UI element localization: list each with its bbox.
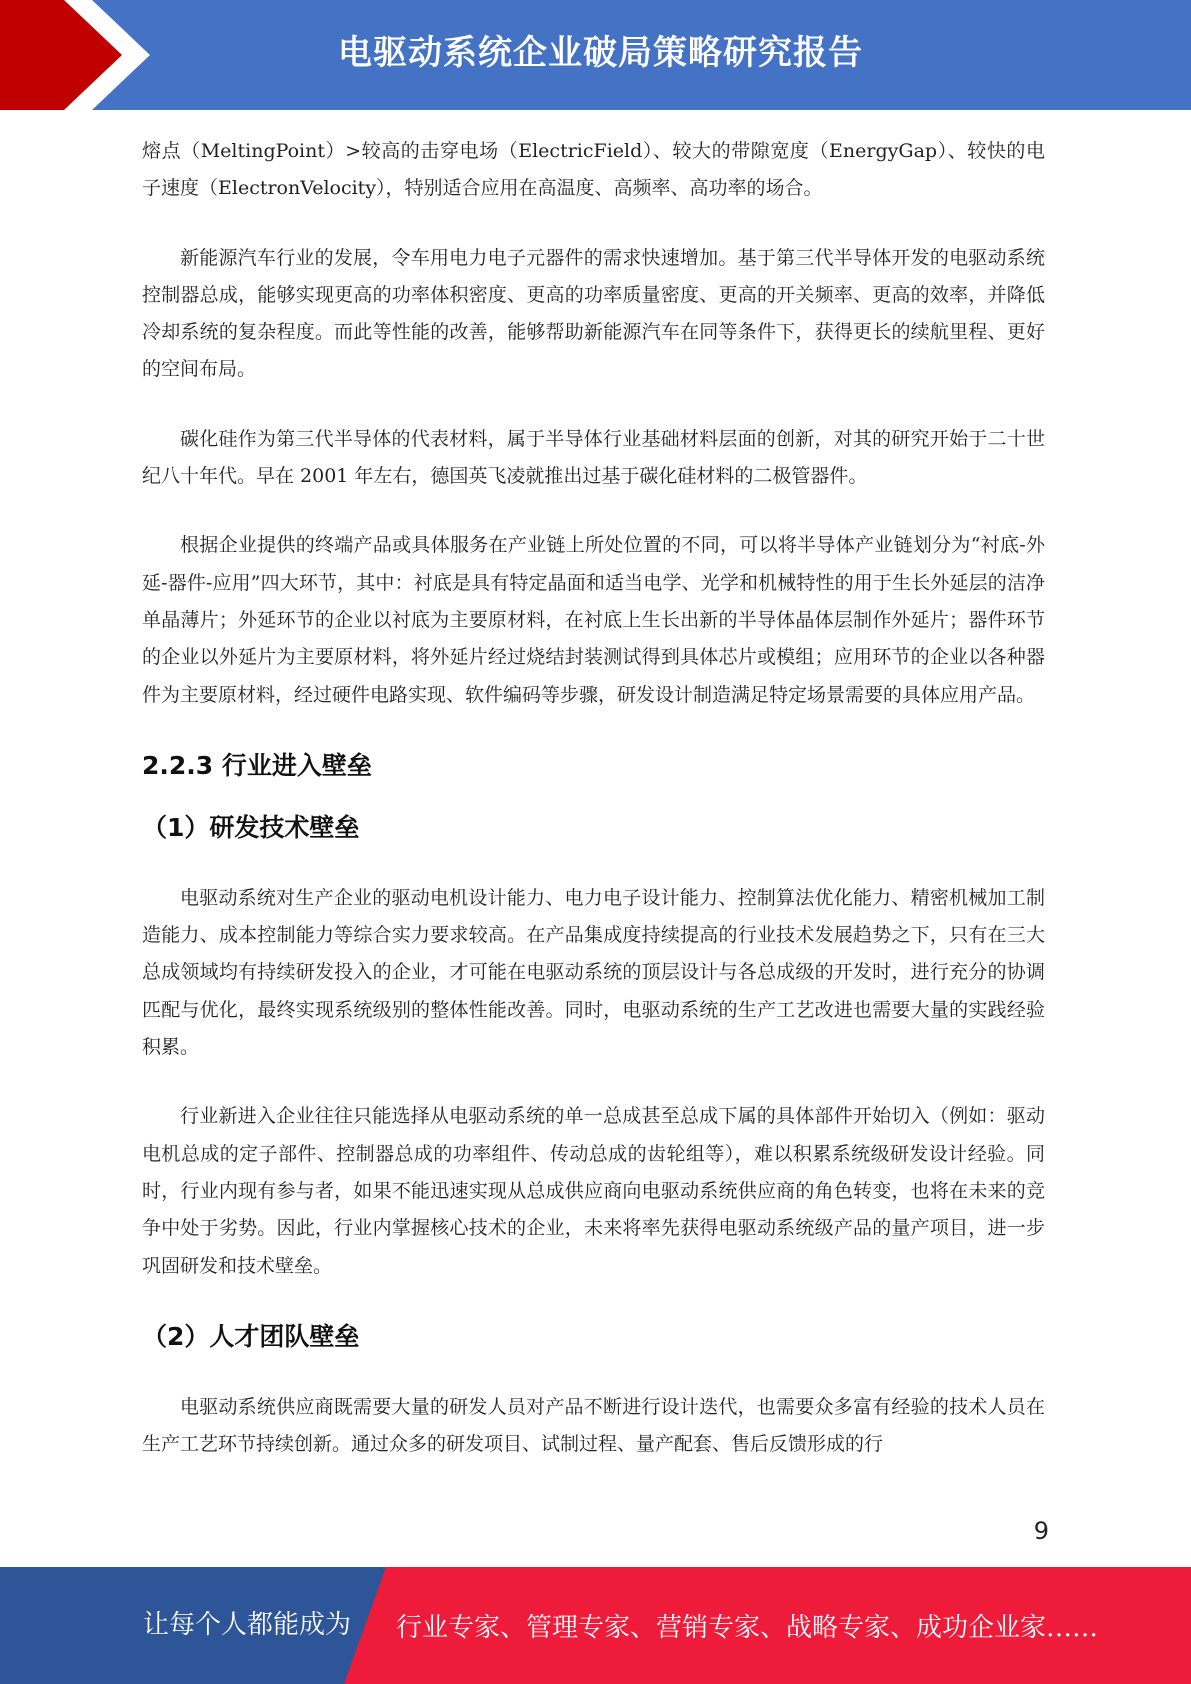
paragraph-silicon-carbide: 碳化硅作为第三代半导体的代表材料，属于半导体行业基础材料层面的创新，对其的研究开始于二十世纪八十年代。早在 2001 年左右，德国英飞凌就推出过基于碳化硅材料的二极管器件。 <box>142 427 1045 488</box>
paragraph-semiconductor-chain: 根据企业提供的终端产品或具体服务在产业链上所处位置的不同，可以将半导体产业链划分为“衬底-外延-器件-应用”四大环节，其中：衬底是具有特定晶面和适当电学、光学和机械特性的用于生长外延层的洁净单晶薄片；外延环节的企业以衬底为主要原材料，在衬底上生长出新的半导体晶体层制作外延片；器件环节的企业以外延片为主要原材料，将外延片经过烧结封装测试得到具体芯片或模组；应用环节的企业以各种器件为主要原材料，经过硬件电路实现、软件编码等步骤，研发设计制造满足特定场景需要的具体应用产品。 <box>142 534 1045 706</box>
section-heading-entry-barriers: 2.2.3 行业进入壁垒 <box>142 750 372 780</box>
paragraph-new-entrants: 行业新进入企业往往只能选择从电驱动系统的单一总成甚至总成下属的具体部件开始切入（例如：驱动电机总成的定子部件、控制器总成的功率组件、传动总成的齿轮组等），难以积累系统级研发设计经验。同时，行业内现有参与者，如果不能迅速实现从总成供应商向电驱动系统供应商的角色转变，也将在未来的竞争中处于劣势。因此，行业内掌握核心技术的企业，未来将率先获得电驱动系统级产品的量产项目，进一步巩固研发和技术壁垒。 <box>142 1105 1045 1277</box>
footer-slogan-right: 行业专家、管理专家、营销专家、战略专家、成功企业家…… <box>396 1613 1099 1643</box>
subsection-heading-rd-barrier: （1）研发技术壁垒 <box>142 812 360 842</box>
header-title: 电驱动系统企业破局策略研究报告 <box>338 33 863 73</box>
footer-slogan-left: 让每个人都能成为 <box>143 1610 352 1640</box>
paragraph-continuation: 熔点（MeltingPoint）>较高的击穿电场（ElectricField）、较大的带隙宽度（EnergyGap）、较快的电子速度（ElectronVelocity），特别适合应用在高温度、高频率、高功率的场合。 <box>142 140 1045 200</box>
paragraph-talent-team: 电驱动系统供应商既需要大量的研发人员对产品不断进行设计迭代，也需要众多富有经验的技术人员在生产工艺环节持续创新。通过众多的研发项目、试制过程、量产配套、售后反馈形成的行 <box>142 1395 1045 1456</box>
subsection-heading-talent-barrier: （2）人才团队壁垒 <box>142 1321 360 1351</box>
paragraph-rd-requirements: 电驱动系统对生产企业的驱动电机设计能力、电力电子设计能力、控制算法优化能力、精密机械加工制造能力、成本控制能力等综合实力要求较高。在产品集成度持续提高的行业技术发展趋势之下，只有在三大总成领域均有持续研发投入的企业，才可能在电驱动系统的顶层设计与各总成级的开发时，进行充分的协调匹配与优化，最终实现系统级别的整体性能改善。同时，电驱动系统的生产工艺改进也需要大量的实践经验积累。 <box>142 886 1045 1059</box>
page-number: 9 <box>1033 1517 1049 1545</box>
page-header <box>0 0 1191 110</box>
document-body <box>142 133 1045 1495</box>
page-footer <box>0 1567 1191 1684</box>
paragraph-nev-power-electronics: 新能源汽车行业的发展，令车用电力电子元器件的需求快速增加。基于第三代半导体开发的电驱动系统控制器总成，能够实现更高的功率体积密度、更高的功率质量密度、更高的开关频率、更高的效率，并降低冷却系统的复杂程度。而此等性能的改善，能够帮助新能源汽车在同等条件下，获得更长的续航里程、更好的空间布局。 <box>142 246 1045 381</box>
